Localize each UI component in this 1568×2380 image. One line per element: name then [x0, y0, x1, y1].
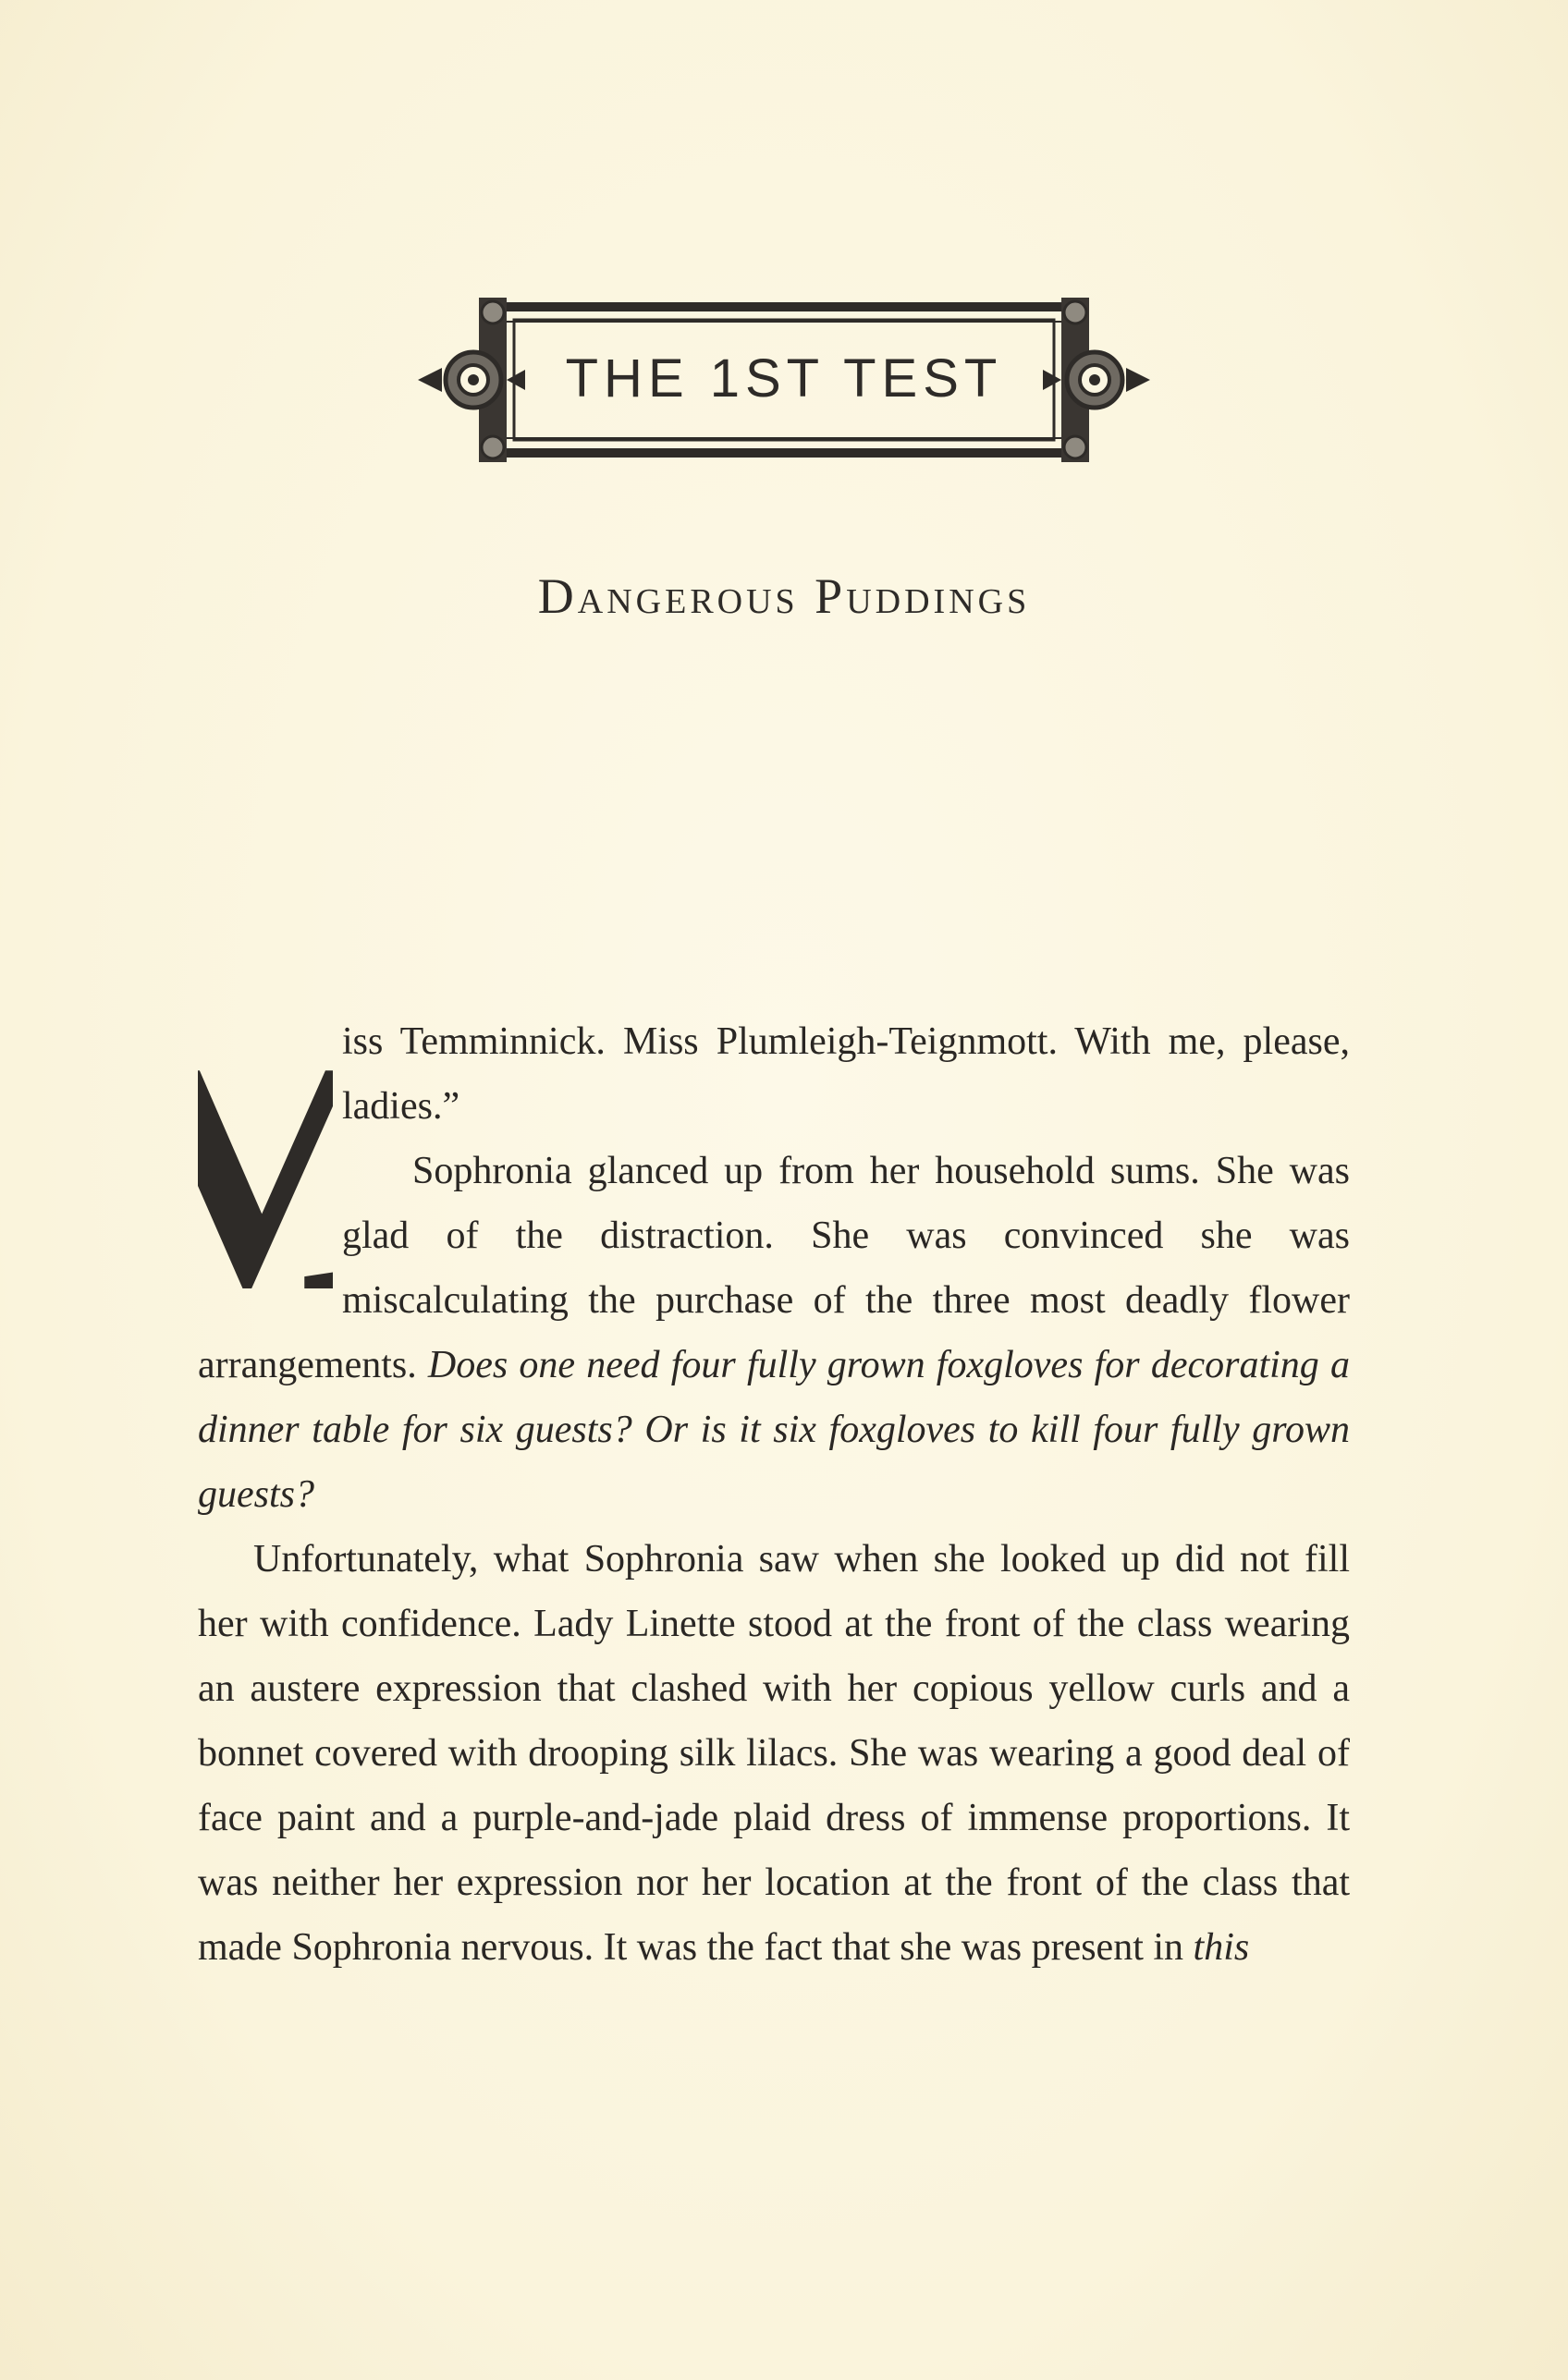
body-text — [198, 1009, 1350, 1980]
dropcap-m-icon — [198, 1020, 333, 1325]
paragraph-1 — [198, 1009, 1350, 1139]
paragraph-3 — [198, 1527, 1350, 1980]
chapter-title: Dangerous Puddings — [537, 568, 1031, 624]
chapter-label: THE 1ST TEST — [565, 348, 1003, 409]
paragraph-2 — [198, 1139, 1350, 1527]
chapter-plaque — [418, 294, 1150, 466]
dropcap-letter — [198, 1020, 333, 1325]
paragraph-3-italic: this — [1193, 1926, 1250, 1969]
paragraph-2-text: Sophronia glanced up from her household sums. She was glad of the distraction. She was convinced she was miscalculating the purchase of the three most deadly flower arrangements. — [198, 1150, 1350, 1386]
dropcap-glyph — [198, 1020, 333, 1325]
paragraph-1-text: iss Temminnick. Miss Plumleigh-Teignmott. With me, please, ladies.” — [342, 1020, 1350, 1128]
paragraph-2-italic: Does one need four fully grown foxgloves for decorating a dinner table for six guests? Or is it six foxgloves to kill four fully grown guests? — [198, 1344, 1350, 1516]
paragraph-3-text: Unfortunately, what Sophronia saw when she looked up did not fill her with confidence. Lady Linette stood at the front of the class wearing an austere expression that clashed with her copious yellow curls and a bonnet covered with drooping silk lilacs. She was wearing a good deal of face paint and a purple-and-jade plaid dress of immense proportions. It was neither her expression nor her location at the front of the class that made Sophronia nervous. It was the fact that she was present in — [198, 1538, 1350, 1969]
